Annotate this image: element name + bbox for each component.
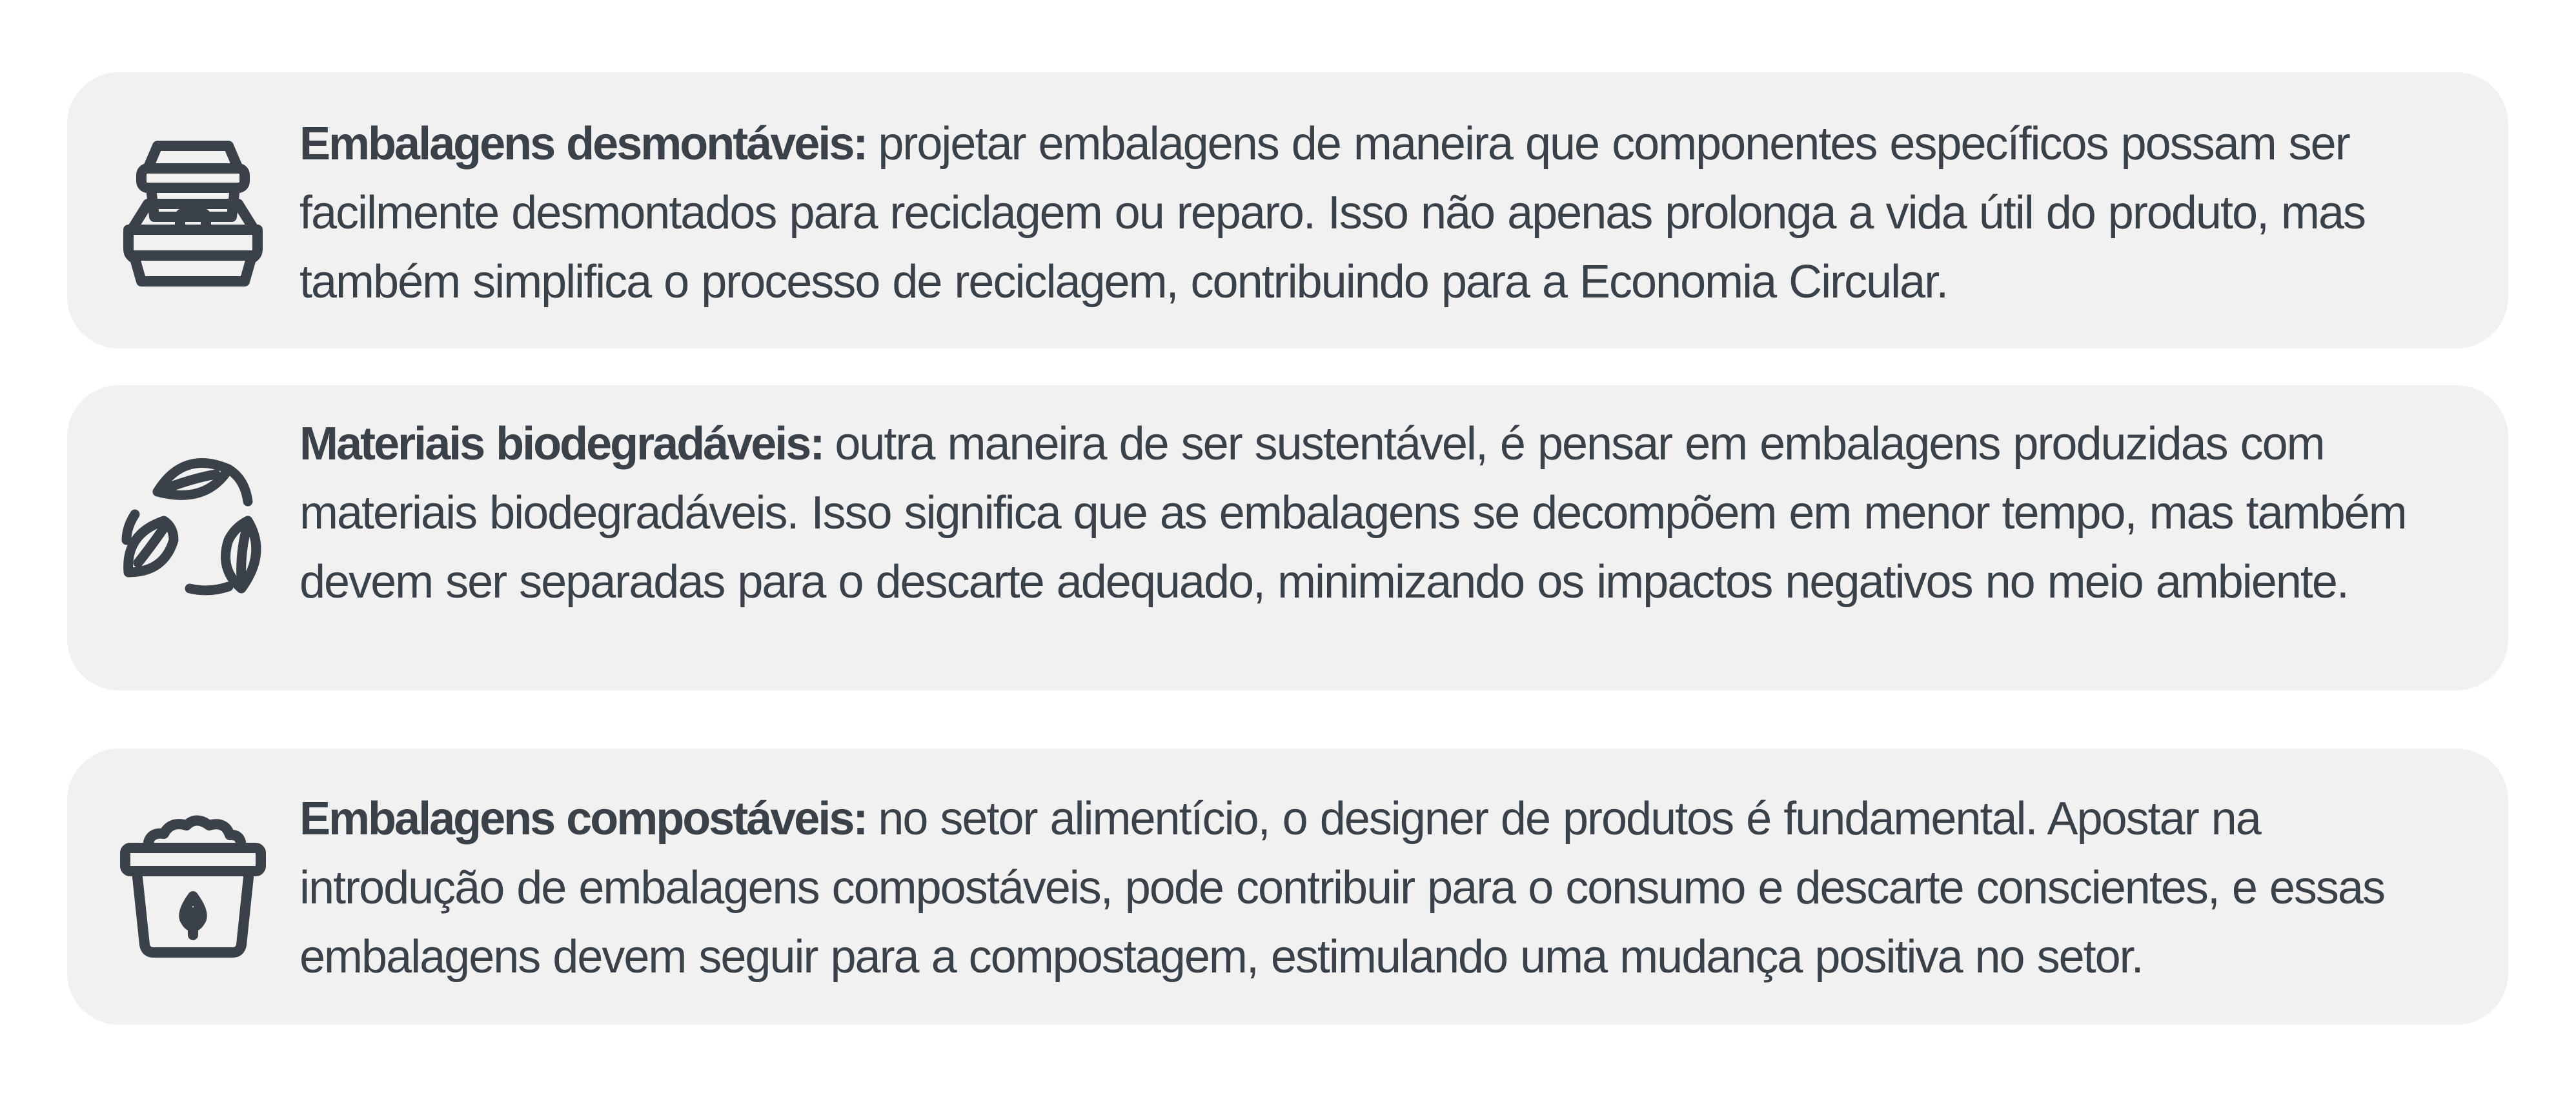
info-card-biodegradable [67, 385, 2508, 690]
info-card-compostable [67, 749, 2508, 1025]
disassemblable-package-icon [112, 133, 274, 294]
card-title: Embalagens compostáveis: [299, 793, 867, 845]
compost-bin-icon [112, 803, 274, 964]
card-title: Embalagens desmontáveis: [299, 118, 867, 170]
card-body: no setor alimentício, o designer de produtos é fundamental. Apostar na introdução de embalagens compostáveis, pode contribuir para o consumo e descarte conscientes, e essas embalagens devem seguir para a compostagem, estimulando uma mudança positiva no setor. [299, 793, 2384, 983]
card-text [299, 785, 2463, 992]
recycle-leaves-icon [112, 443, 274, 605]
card-body: projetar embalagens de maneira que componentes específicos possam ser facilmente desmontados para reciclagem ou reparo. Isso não apenas prolonga a vida útil do produto, mas também simplifica o processo de reciclagem, contribuindo para a Economia Circular. [299, 118, 2366, 308]
card-body: outra maneira de ser sustentável, é pensar em embalagens produzidas com materiais biodegradáveis. Isso significa que as embalagens se decompõem em menor tempo, mas também devem ser separadas para o descarte adequado, minimizando os impactos negativos no meio ambiente. [299, 418, 2406, 608]
card-text [299, 110, 2463, 317]
info-card-disassemblable [67, 72, 2508, 348]
card-text [299, 410, 2463, 617]
card-title: Materiais biodegradáveis: [299, 418, 824, 470]
